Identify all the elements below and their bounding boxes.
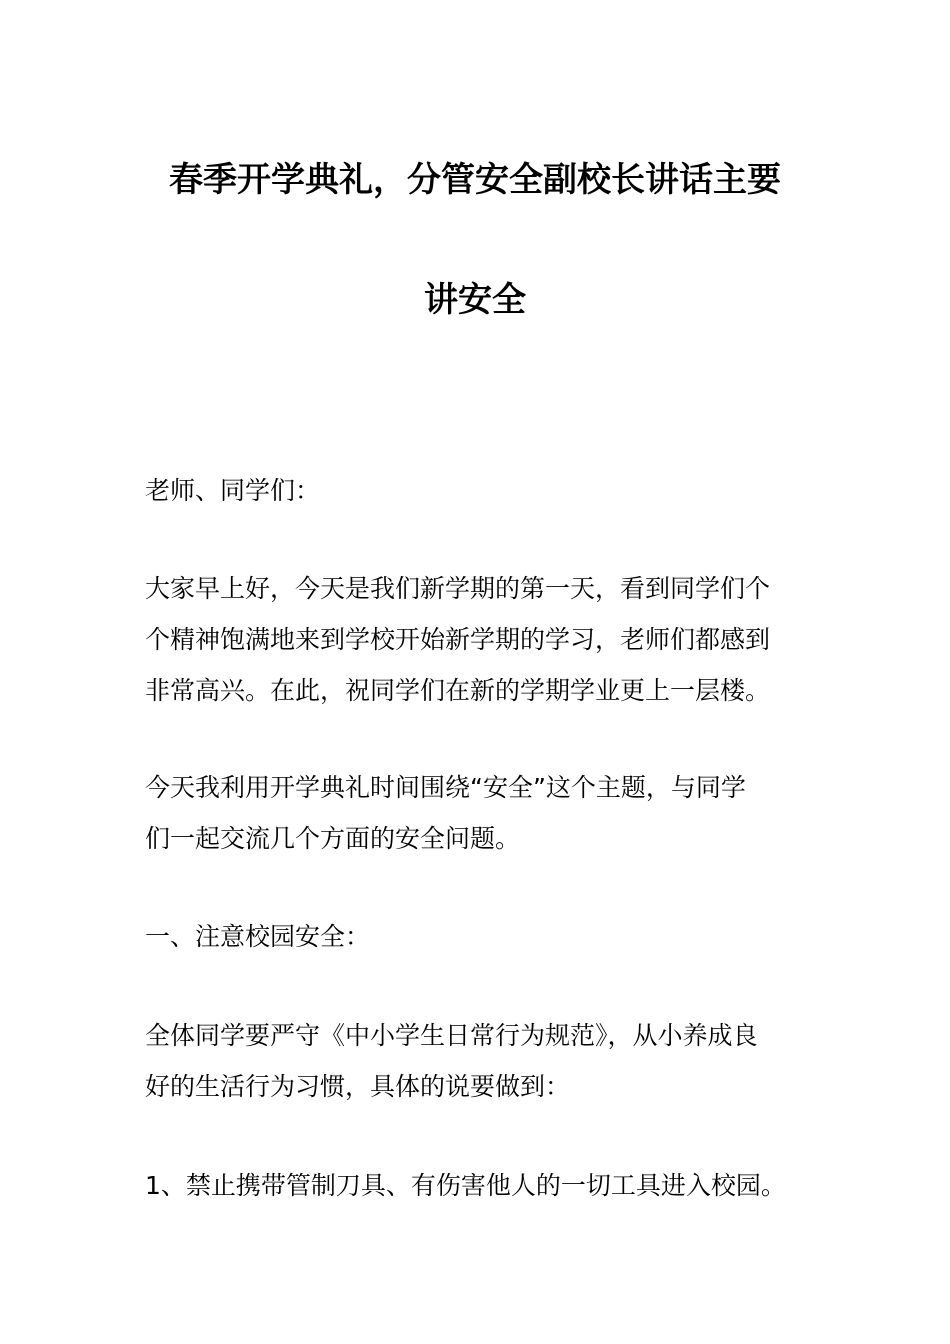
- intro-line: 非常高兴。在此，祝同学们在新的学期学业更上一层楼。: [145, 676, 771, 705]
- rules-line: 好的生活行为习惯，具体的说要做到：: [145, 1072, 571, 1101]
- rules-line: 全体同学要严守《中小学生日常行为规范》，从小养成良: [145, 1021, 758, 1050]
- theme-line: 今天我利用开学典礼时间围绕“安全”这个主题，与同学: [145, 773, 746, 802]
- section-1-heading: [145, 911, 815, 962]
- greeting-paragraph: [145, 465, 815, 516]
- section-1-heading-text: 一、注意校园安全：: [145, 922, 371, 951]
- theme-paragraph: [145, 762, 815, 864]
- intro-line: 个精神饱满地来到学校开始新学期的学习，老师们都感到: [145, 625, 771, 654]
- theme-line: 们一起交流几个方面的安全问题。: [145, 824, 521, 853]
- document-title-line-2: 讲安全: [424, 280, 526, 320]
- list-item-1: [145, 1160, 815, 1211]
- intro-paragraph: [145, 563, 815, 716]
- greeting-text: 老师、同学们：: [145, 476, 321, 505]
- rules-paragraph: [145, 1010, 815, 1112]
- list-item-1-text: 1、禁止携带管制刀具、有伤害他人的一切工具进入校园。: [145, 1171, 786, 1200]
- document-title-line-1: 春季开学典礼，分管安全副校长讲话主要: [169, 160, 781, 200]
- intro-line: 大家早上好，今天是我们新学期的第一天，看到同学们个: [145, 574, 771, 603]
